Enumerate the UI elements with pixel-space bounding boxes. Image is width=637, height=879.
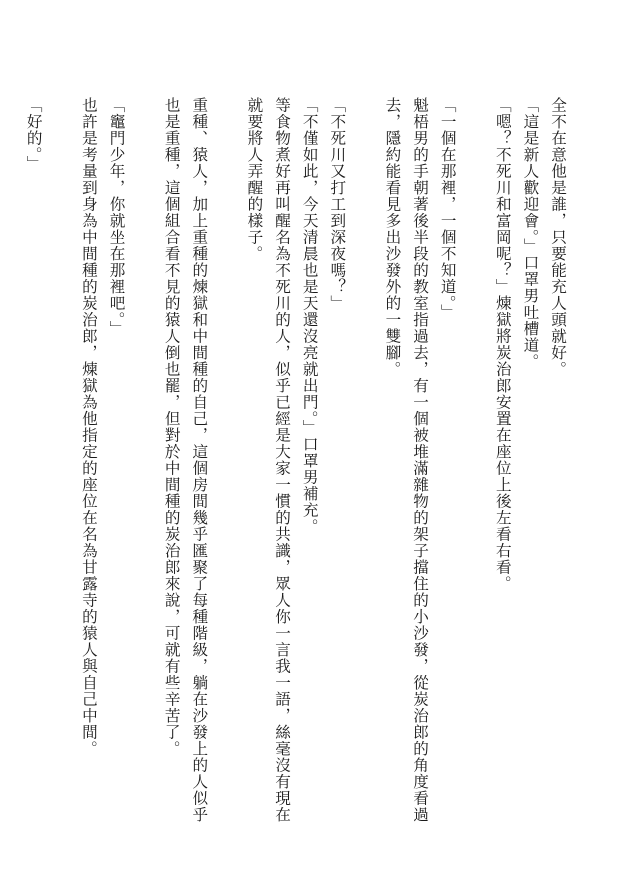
text-line: 「嗯？不死川和富岡呢？」煉獄將炭治郎安置在座位上後左看右看。 <box>493 97 512 592</box>
text-line: 「竈門少年，你就坐在那裡吧。」 <box>107 97 126 337</box>
text-line: 等食物煮好再叫醒名為不死川的人，似乎已經是大家一慣的共識，眾人你一言我一語，絲毫沒有現在 <box>273 97 292 823</box>
paragraph-gap <box>47 97 75 817</box>
text-line: 也許是考量到身為中間種的炭治郎，煉獄為他指定的座位在名為甘露寺的猿人與自己中間。 <box>79 97 98 757</box>
text-line: 就要將人弄醒的樣子。 <box>245 97 264 262</box>
text-line: 「好的。」 <box>24 97 43 172</box>
paragraph-gap <box>350 97 378 817</box>
text-line: 「一個在那裡，一個不知道。」 <box>438 97 457 321</box>
text-line: 也是重種，這個組合看不見的猿人倒也罷，但對於中間種的炭治郎來說，可就有些辛苦了。 <box>162 97 181 757</box>
text-line: 重種、猿人，加上重種的煉獄和中間種的自己，這個房間幾乎匯聚了每種階級，躺在沙發上的人似乎 <box>190 97 209 823</box>
text-line: 魁梧男的手朝著後半段的教室指過去，有一個被堆滿雜物的架子擋住的小沙發，從炭治郎的角度看過 <box>411 97 430 823</box>
vertical-text-body <box>24 97 571 823</box>
text-line: 「不僅如此，今天清晨也是天還沒亮就出門。」口罩男補充。 <box>300 97 319 535</box>
text-line: 「不死川又打工到深夜嗎？」 <box>328 97 347 312</box>
paragraph-gap <box>461 97 489 817</box>
text-line: 「這是新人歡迎會。」口罩男吐槽道。 <box>521 97 540 370</box>
text-line: 去，隱約能看見多出沙發外的一雙腳。 <box>383 97 402 378</box>
paragraph-gap <box>212 97 240 817</box>
paragraph-gap <box>130 97 158 817</box>
text-line: 全不在意他是誰，只要能充人頭就好。 <box>549 97 567 378</box>
